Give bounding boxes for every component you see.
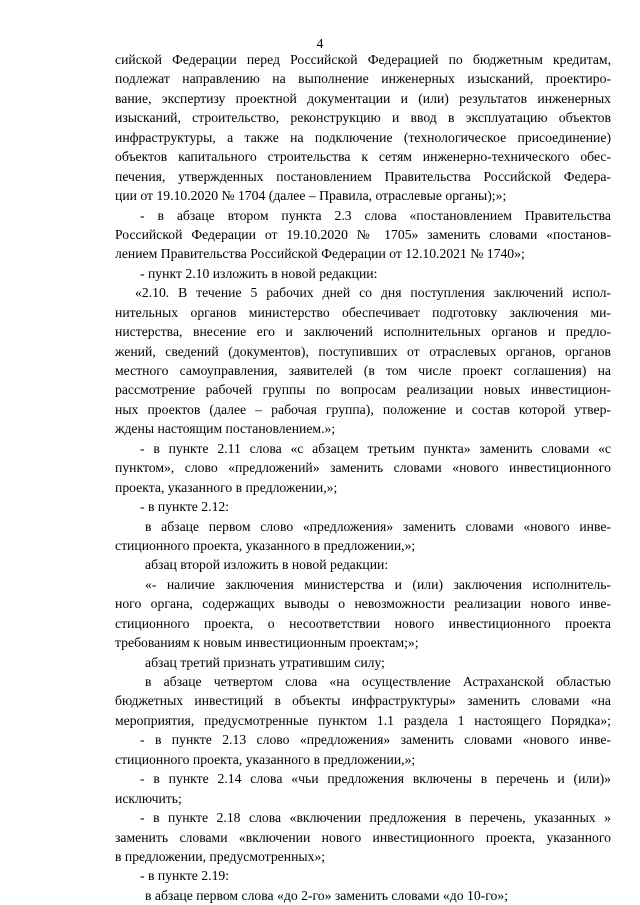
text-line: инфраструктуры, а также на подключение (технологическое присоединение) xyxy=(115,129,611,145)
text-line: - пункт 2.10 изложить в новой редакции: xyxy=(140,265,378,281)
text-line: ных проектов (далее – рабочая группа), положение и состав которой утвер- xyxy=(115,401,611,417)
text-line: - в пункте 2.14 слова «чьи предложения включены в перечень и (или)» xyxy=(140,771,611,787)
text-line: нительных органов министерство обеспечивает подготовку заключения ми- xyxy=(115,304,611,320)
text-line: местного самоуправления, заявителей (в том числе проект соглашения) на xyxy=(115,363,611,378)
text-line: исключить; xyxy=(115,790,182,806)
text-line: ждены настоящим постановлением.»; xyxy=(115,421,336,437)
text-line: в абзаце первом слова «до 2-го» заменить словами «до 10-го»; xyxy=(145,887,509,903)
text-line: жений, сведений (документов), поступивших от отраслевых органов, органов xyxy=(115,343,611,359)
text-line: «2.10. В течение 5 рабочих дней со дня поступления заключений испол- xyxy=(135,285,611,301)
text-line: Российской Федерации от 19.10.2020 № 1705» заменить словами «постанов- xyxy=(115,226,611,242)
text-line: - в пункте 2.18 слова «включении предложения в перечень, указанных » xyxy=(140,810,611,826)
text-line: пунктом», слово «предложений» заменить словами «нового инвестиционного xyxy=(115,460,611,476)
text-line: требованиям к новым инвестиционным проектам;»; xyxy=(115,635,419,651)
text-line: стиционного проекта, указанного в предложении,»; xyxy=(115,537,416,553)
text-line: «- наличие заключения министерства и (или) заключения исполнитель- xyxy=(145,576,611,592)
text-line: в абзаце первом слово «предложения» заменить словами «нового инве- xyxy=(145,518,611,534)
text-line: - в пункте 2.12: xyxy=(140,499,230,515)
text-line: - в абзаце втором пункта 2.3 слова «постановлением Правительства xyxy=(140,207,611,223)
text-line: абзац второй изложить в новой редакции: xyxy=(145,557,389,573)
text-line: абзац третий признать утратившим силу; xyxy=(145,654,385,670)
text-line: - в пункте 2.11 слова «с абзацем третьим пункта» заменить словами «с xyxy=(140,440,611,456)
text-line: проекта, указанного в предложении,»; xyxy=(115,479,338,495)
text-line: - в пункте 2.19: xyxy=(140,868,230,884)
document-body xyxy=(115,50,611,905)
text-line: в предложении, предусмотренных»; xyxy=(115,848,326,864)
text-line: - в пункте 2.13 слово «предложения» заменить словами «нового инве- xyxy=(140,732,611,748)
text-line: изысканий, строительство, реконструкцию и ввод в эксплуатацию объектов xyxy=(115,110,611,126)
text-line: рассмотрение рабочей группы по вопросам реализации новых инвестицион- xyxy=(115,382,611,398)
page-number: 4 xyxy=(316,36,324,51)
text-line: стиционного проекта, указанного в предложении,»; xyxy=(115,751,416,767)
text-line: нистерства, внесение его и заключений исполнительных органов и предло- xyxy=(115,324,611,340)
text-line: в абзаце четвертом слова «на осуществление Астраханской областью xyxy=(145,674,611,689)
text-line: ции от 19.10.2020 № 1704 (далее – Правила, отраслевые органы);»; xyxy=(115,188,507,204)
text-line: объектов капитального строительства к сетям инженерно-технического обес- xyxy=(115,149,611,165)
text-line: мероприятия, предусмотренные пунктом 1.1 раздела 1 настоящего Порядка»; xyxy=(115,712,611,728)
text-line: лением Правительства Российской Федерации от 12.10.2021 № 1740»; xyxy=(115,246,525,262)
text-line: ного органа, содержащих выводы о невозможности реализации нового инве- xyxy=(115,596,611,612)
text-line: подлежат направлению на выполнение инженерных изысканий, проектиро- xyxy=(115,71,611,87)
text-line: стиционного проекта, о несоответствии нового инвестиционного проекта xyxy=(115,615,611,631)
text-line: заменить словами «включении нового инвестиционного проекта, указанного xyxy=(115,829,611,845)
text-line: сийской Федерации перед Российской Федерацией по бюджетным кредитам, xyxy=(115,52,611,67)
text-line: печения, утвержденных постановлением Правительства Российской Федера- xyxy=(115,168,611,184)
text-line: бюджетных инвестиций в объекты инфраструктуры» заменить словами «на xyxy=(115,693,611,709)
text-line: вание, экспертизу проектной документации и (или) результатов инженерных xyxy=(115,90,611,106)
